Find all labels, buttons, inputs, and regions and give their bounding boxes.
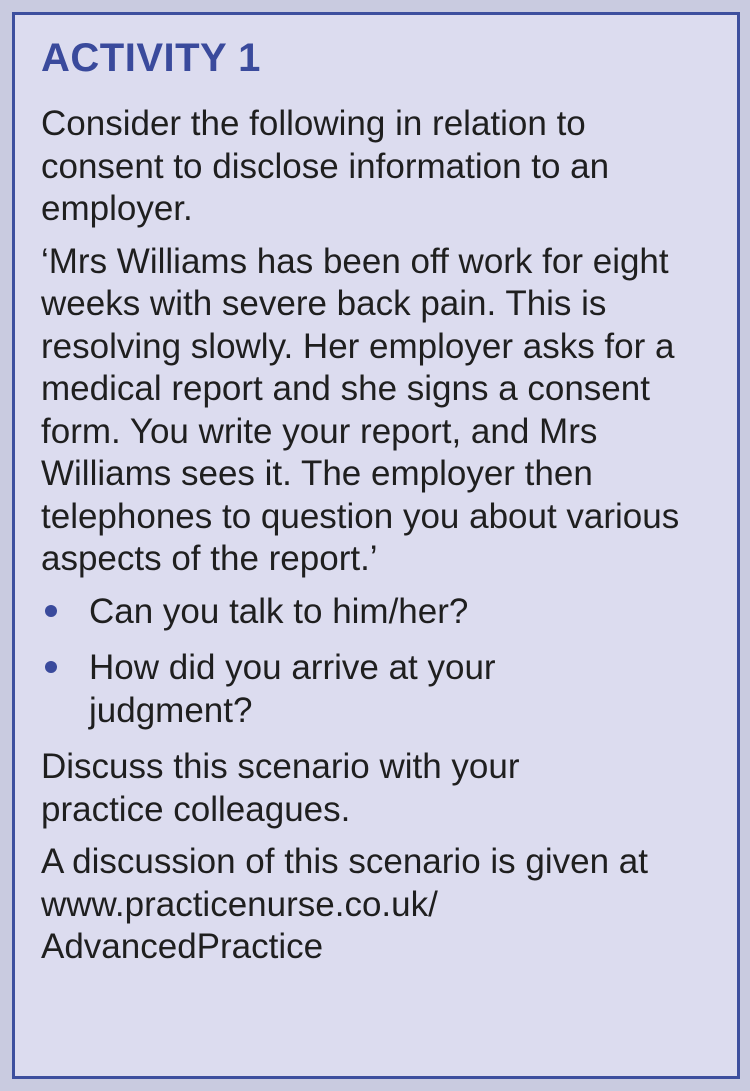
- question-text: How did you arrive at your judgment?: [89, 648, 496, 730]
- question-list: [41, 591, 711, 733]
- discuss-paragraph: Discuss this scenario with your practice colleagues.: [41, 747, 520, 829]
- bullet-dot-icon: [45, 605, 57, 617]
- bullet-dot-icon: [45, 661, 57, 673]
- intro-paragraph: Consider the following in relation to consent to disclose information to an employer.: [41, 104, 610, 228]
- list-item: [41, 647, 559, 732]
- reference-paragraph: A discussion of this scenario is given at www.practicenurse.co.uk/ AdvancedPractice: [41, 842, 648, 966]
- list-item: [41, 591, 711, 634]
- activity-title: ACTIVITY 1: [41, 36, 261, 80]
- activity-box: [12, 12, 740, 1079]
- question-text: Can you talk to him/her?: [89, 591, 469, 631]
- scenario-paragraph: ‘Mrs Williams has been off work for eight weeks with severe back pain. This is resolving slowly. Her employer asks for a medical report and she signs a consent form. You write your report, and Mrs Williams sees it. The employer then telephones to question you about various aspects of the report.’: [41, 241, 680, 578]
